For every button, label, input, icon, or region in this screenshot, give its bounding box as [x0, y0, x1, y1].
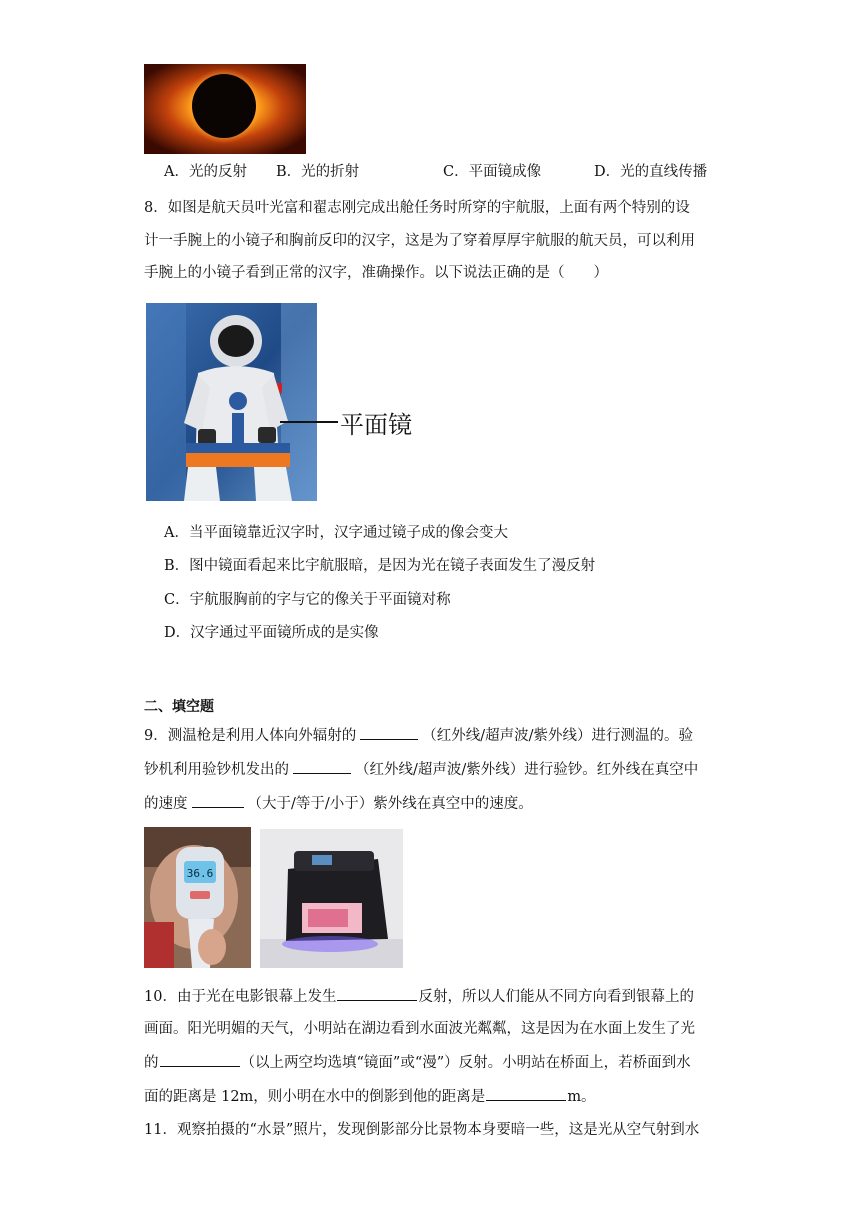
q7-option-b: B．光的折射: [276, 164, 360, 180]
q8-stem-line-1: 8．如图是航天员叶光富和翟志刚完成出舱任务时所穿的宇航服，上面有两个特别的设: [144, 200, 690, 216]
q9-line-1-b: （红外线/超声波/紫外线）进行测温的。验: [422, 728, 694, 744]
q9-blank-3[interactable]: [192, 793, 244, 808]
thermometer-reading: 36.6: [186, 867, 214, 880]
mirror-label: 平面镜: [340, 411, 412, 439]
q9-blank-2[interactable]: [293, 759, 351, 774]
q7-option-c: C．平面镜成像: [443, 164, 542, 180]
money-detector-image: [260, 829, 403, 968]
q10-line-1-b: 反射，所以人们能从不同方向看到银幕上的: [418, 989, 694, 1005]
q9-blank-1[interactable]: [360, 725, 418, 740]
q9-line-2-a: 钞机利用验钞机发出的: [144, 762, 289, 778]
q9-line-2: [144, 759, 698, 780]
q10-blank-2[interactable]: [160, 1052, 240, 1067]
q7-option-a: A．光的反射: [164, 164, 247, 180]
q10-line-1-a: 10．由于光在电影银幕上发生: [144, 989, 337, 1005]
q8-stem-line-3: 手腕上的小镜子看到正常的汉字，准确操作。以下说法正确的是（ ）: [144, 265, 608, 281]
mirror-pointer-line: [280, 421, 338, 423]
astronaut-spacesuit-image: [146, 303, 317, 501]
q9-line-3-a: 的速度: [144, 796, 188, 812]
q9-line-2-b: （红外线/超声波/紫外线）进行验钞。红外线在真空中: [355, 762, 699, 778]
q8-option-d: D．汉字通过平面镜所成的是实像: [164, 625, 379, 641]
q8-option-c: C．宇航服胸前的字与它的像关于平面镜对称: [164, 592, 451, 608]
q10-line-1: [144, 986, 694, 1007]
q10-blank-1[interactable]: [337, 986, 417, 1001]
thermometer-gun-image: [144, 827, 251, 968]
q10-blank-3[interactable]: [486, 1086, 566, 1101]
q8-option-b: B．图中镜面看起来比宇航服暗，是因为光在镜子表面发生了漫反射: [164, 558, 596, 574]
section-title-fill-in: 二、填空题: [144, 699, 214, 715]
solar-eclipse-image: [144, 64, 306, 154]
q10-line-3: [144, 1052, 691, 1073]
q10-line-4: [144, 1086, 596, 1107]
q8-option-a: A．当平面镜靠近汉字时，汉字通过镜子成的像会变大: [164, 525, 508, 541]
q9-line-1: [144, 725, 693, 746]
q7-option-d: D．光的直线传播: [594, 164, 708, 180]
q10-line-2: 画面。阳光明媚的天气，小明站在湖边看到水面波光粼粼，这是因为在水面上发生了光: [144, 1021, 695, 1037]
q11-line-1: 11．观察拍摄的“水景”照片，发现倒影部分比景物本身要暗一些，这是光从空气射到水: [144, 1122, 700, 1138]
q9-line-1-a: 9．测温枪是利用人体向外辐射的: [144, 728, 357, 744]
q8-stem-line-2: 计一手腕上的小镜子和胸前反印的汉字，这是为了穿着厚厚宇航服的航天员，可以利用: [144, 233, 695, 249]
q10-line-3-b: （以上两空均选填“镜面”或“漫”）反射。小明站在桥面上，若桥面到水: [240, 1055, 691, 1071]
q10-line-3-a: 的: [144, 1055, 159, 1071]
q10-line-4-a: 面的距离是 12m，则小明在水中的倒影到他的距离是: [144, 1089, 486, 1105]
q9-line-3-b: （大于/等于/小于）紫外线在真空中的速度。: [247, 796, 533, 812]
q10-line-4-b: m。: [567, 1089, 596, 1105]
q9-line-3: [144, 793, 533, 814]
